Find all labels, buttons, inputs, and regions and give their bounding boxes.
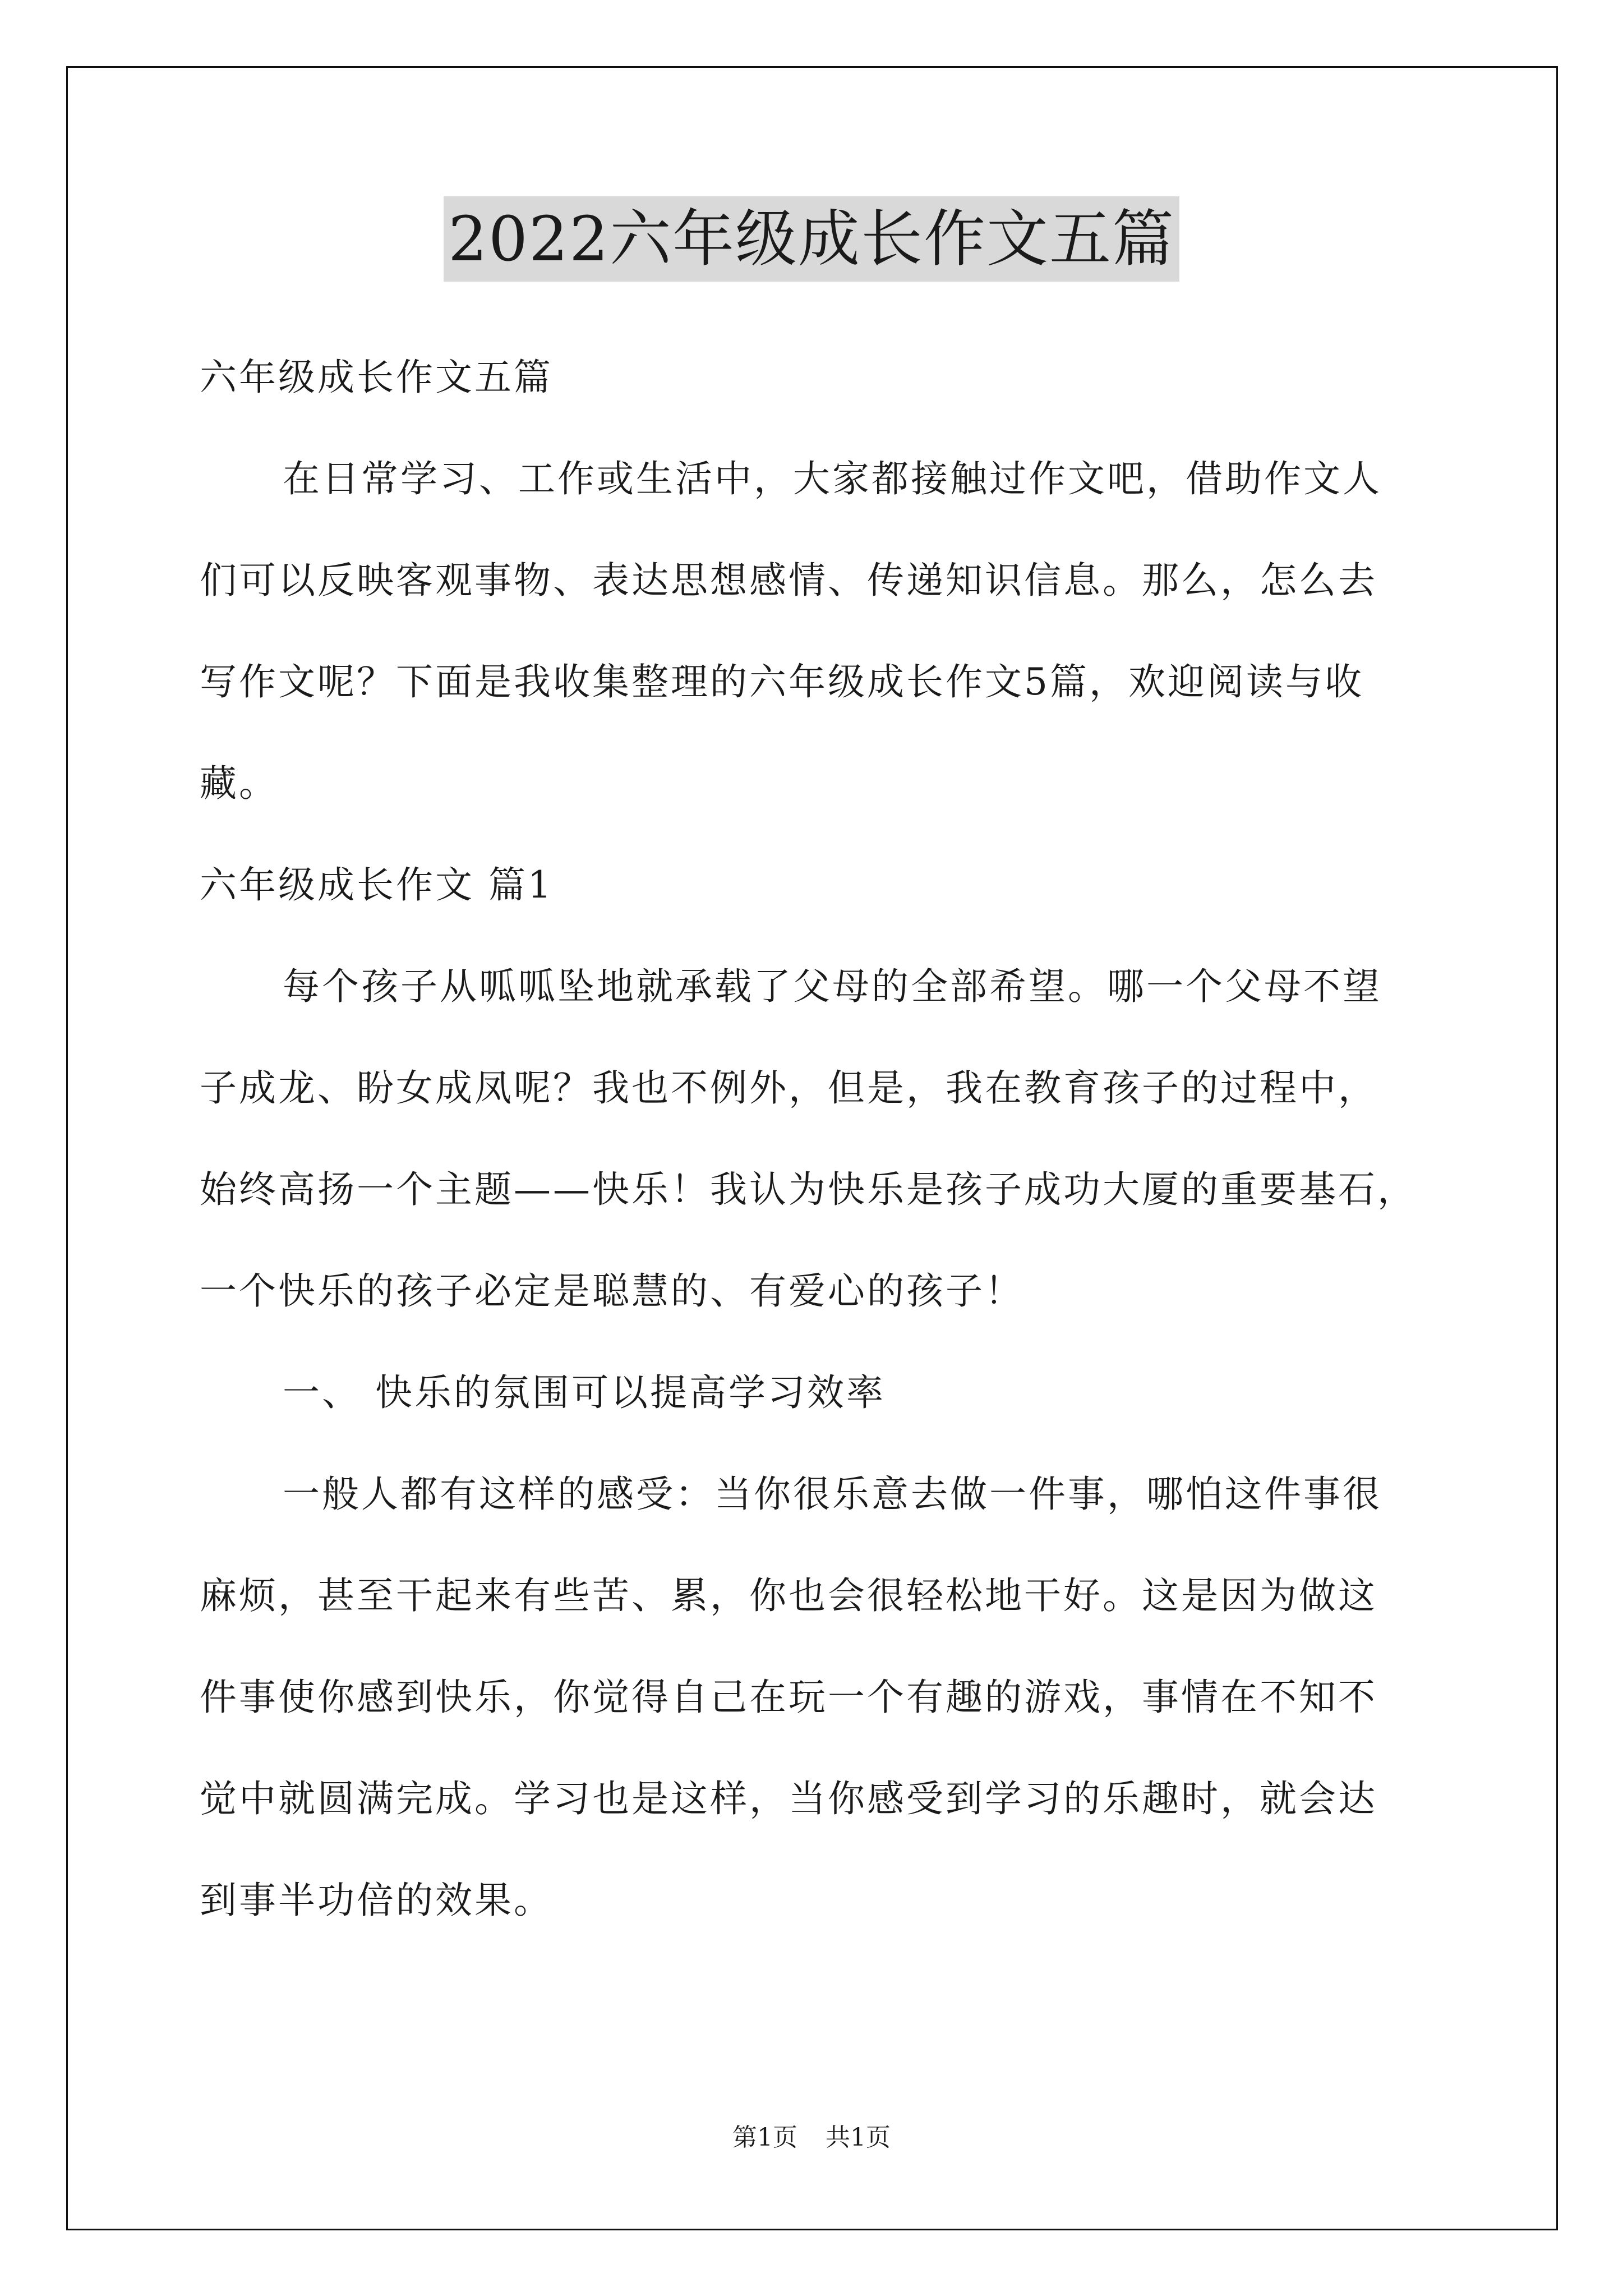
document-title: 2022六年级成长作文五篇 [444,196,1179,282]
paragraph-line: 件事使你感到快乐，你觉得自己在玩一个有趣的游戏，事情在不知不 [200,1676,1377,1719]
paragraph-line: 写作文呢？下面是我收集整理的六年级成长作文5篇，欢迎阅读与收 [200,660,1364,703]
paragraph-line: 始终高扬一个主题——快乐！我认为快乐是孩子成功大厦的重要基石， [200,1168,1417,1211]
paragraph-line: 子成龙、盼女成凤呢？我也不例外，但是，我在教育孩子的过程中， [200,1066,1377,1110]
page-number: 第1页 [732,2123,797,2152]
paragraph-line: 们可以反映客观事物、表达思想感情、传递知识信息。那么，怎么去 [200,559,1377,602]
subtitle-line: 六年级成长作文五篇 [200,356,553,399]
paragraph-line: 觉中就圆满完成。学习也是这样，当你感受到学习的乐趣时，就会达 [200,1777,1377,1820]
paragraph-line: 一个快乐的孩子必定是聪慧的、有爱心的孩子！ [200,1269,1024,1313]
paragraph-line: 在日常学习、工作或生活中，大家都接触过作文吧，借助作文人 [283,457,1382,500]
title-container [0,196,1623,282]
paragraph-line: 到事半功倍的效果。 [200,1879,553,1922]
paragraph-line: 麻烦，甚至干起来有些苦、累，你也会很轻松地干好。这是因为做这 [200,1574,1377,1617]
paragraph-line: 一般人都有这样的感受：当你很乐意去做一件事，哪怕这件事很 [283,1473,1382,1516]
page-footer [0,2124,1623,2152]
section-heading: 六年级成长作文 篇1 [200,863,554,907]
subheading-line: 一、 快乐的氛围可以提高学习效率 [283,1371,886,1414]
page-total: 共1页 [826,2123,891,2152]
paragraph-line: 每个孩子从呱呱坠地就承载了父母的全部希望。哪一个父母不望 [283,965,1382,1008]
paragraph-line: 藏。 [200,762,278,805]
